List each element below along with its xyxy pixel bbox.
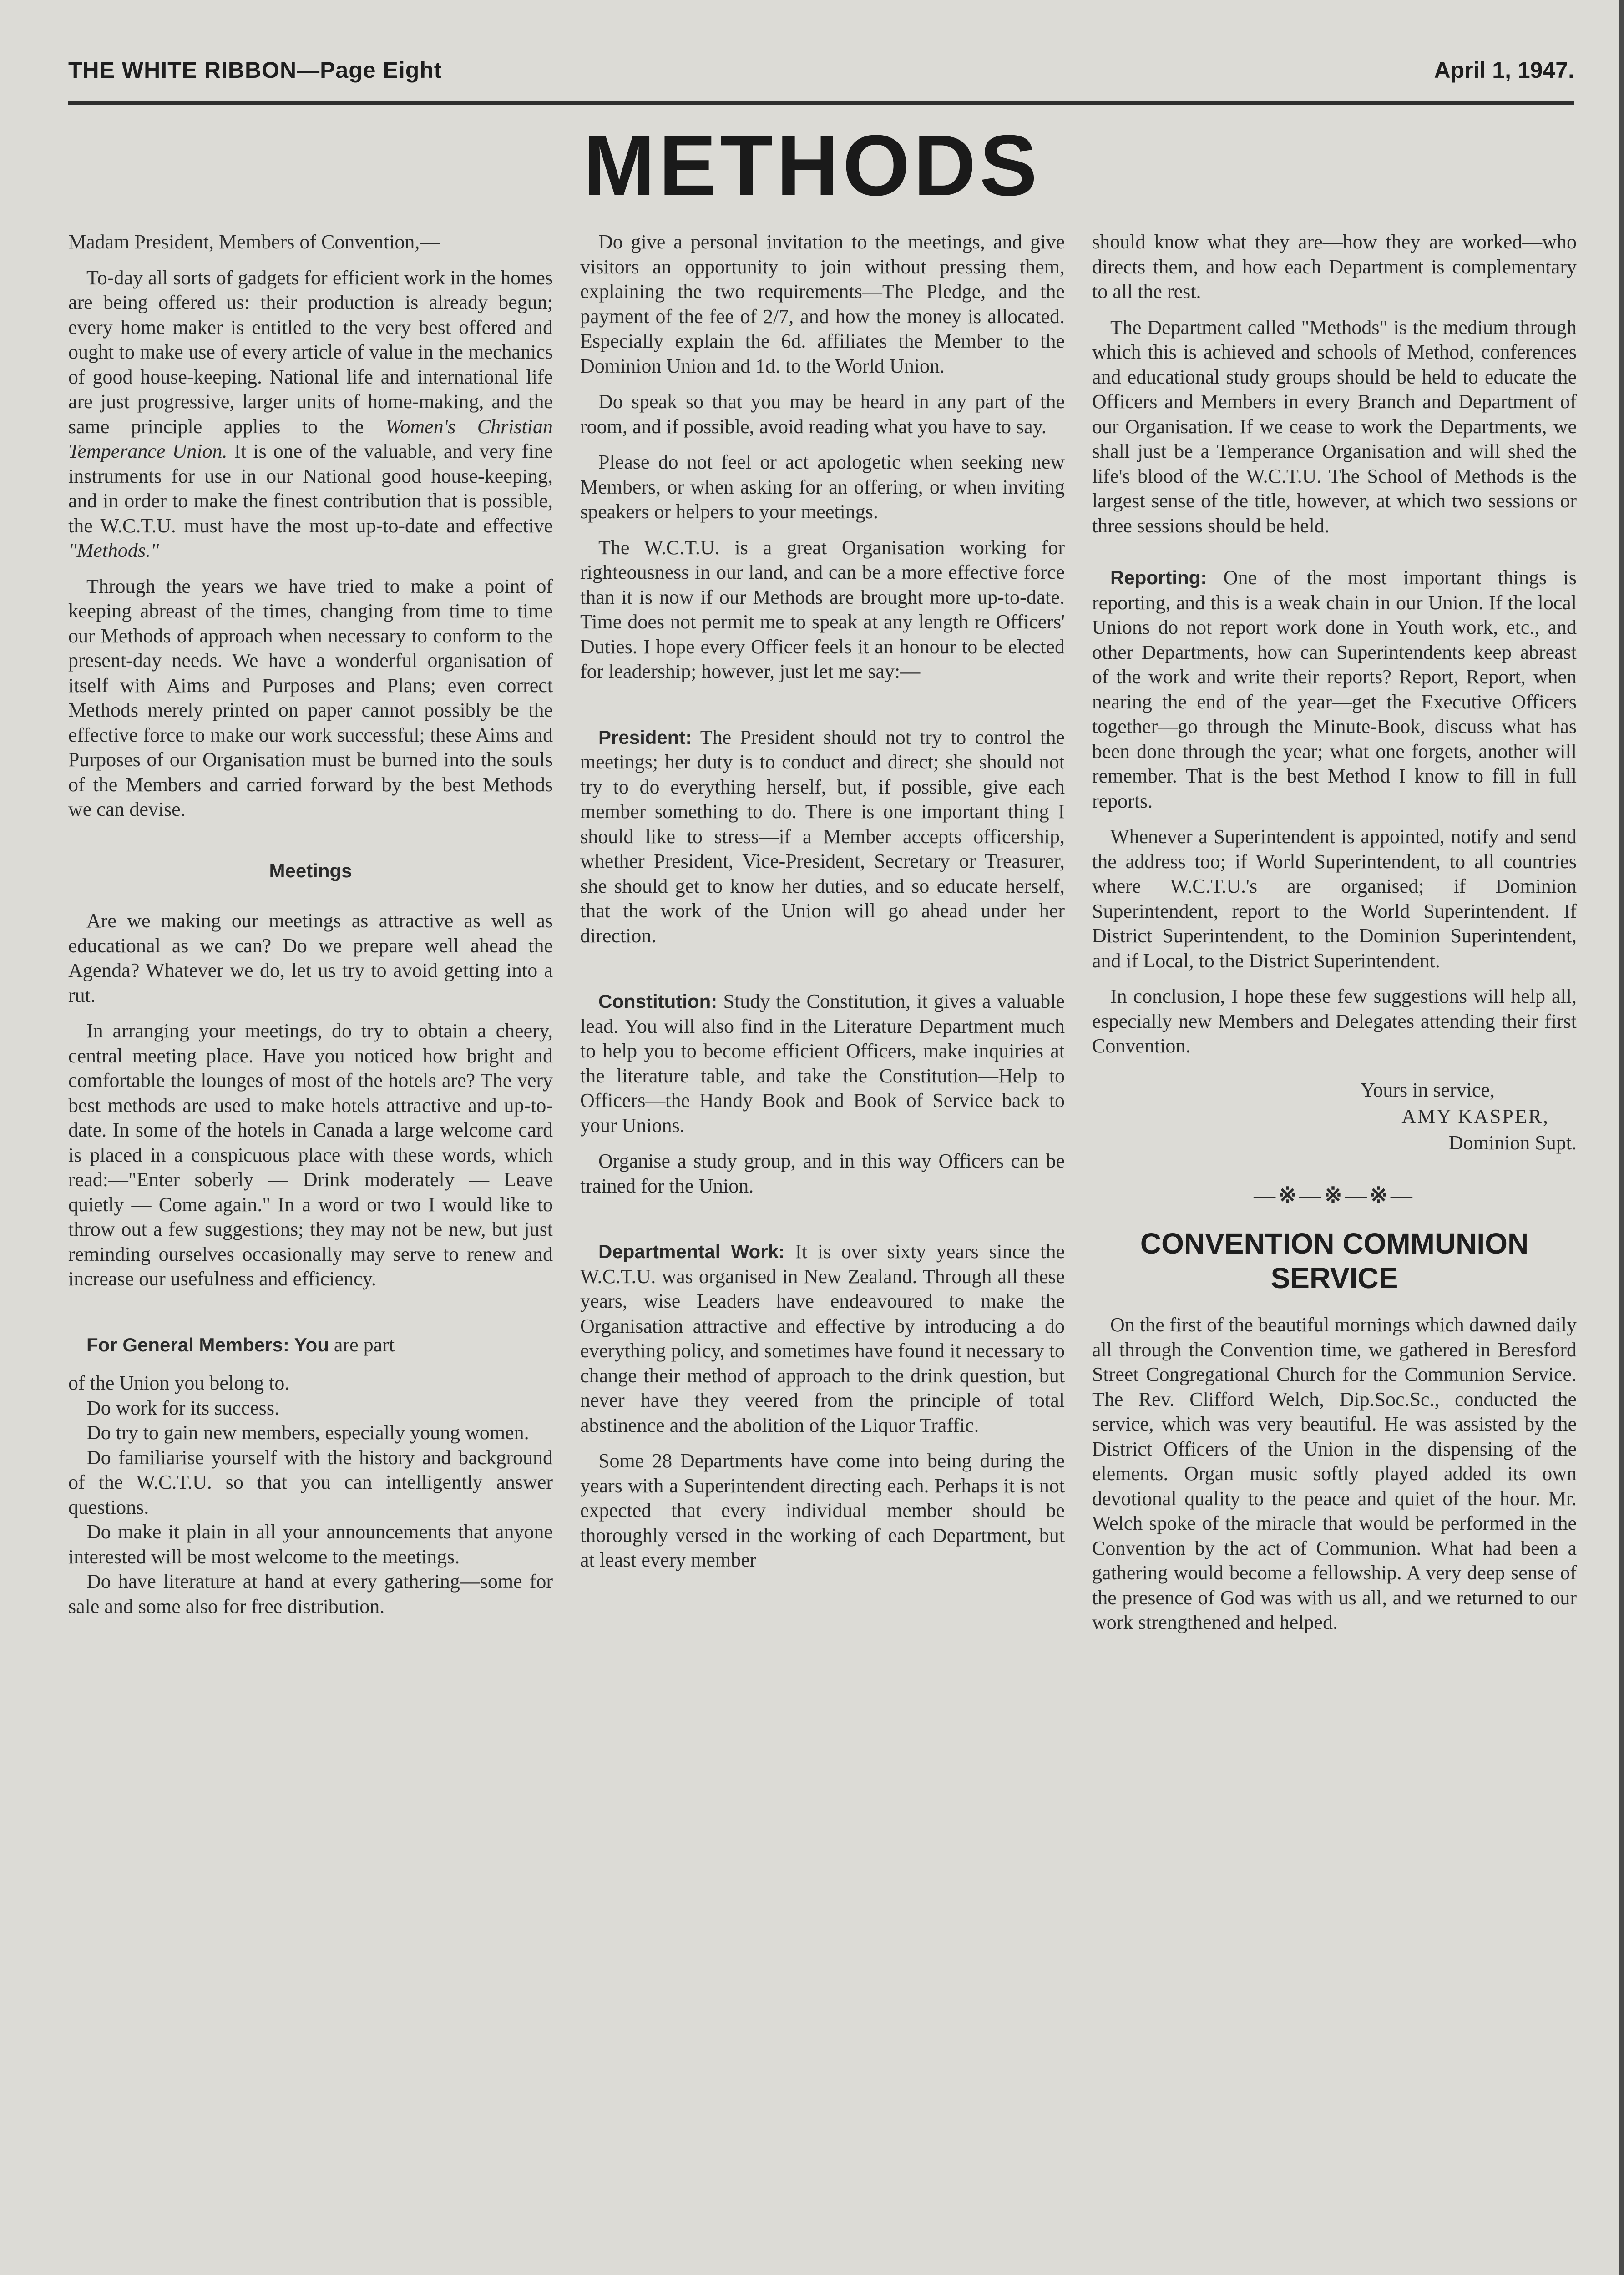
article-paragraph: Do speak so that you may be heard in any part of the room, and if possible, avoid reading what you have to say. [580, 390, 1065, 438]
article-paragraph: should know what they are—how they are worked—who directs them, and how each Department is complementary to all the rest. [1092, 231, 1577, 303]
article-paragraph: Are we making our meetings as attractive as well as educational as we can? Do we prepare well ahead the Agenda? Whatever we do, let us try to avoid getting into a rut. [68, 910, 553, 1006]
communion-paragraph: On the first of the beautiful mornings which dawned daily all through the Convention time, we gathered in Beresford Street Congregational Church for the Communion Service. The Rev. Clifford Welch, Dip.Soc.Sc., conducted the service, which was very beautiful. He was assisted by the District Officers of the Union in the dispensing of the elements. Organ music softly played added its own devotional quality to the peace and quiet of the hour. Mr. Welch spoke of the miracle that would be performed in the Convention by the act of Communion. What had been a gathering would become a fellowship. A very deep sense of the presence of God was with us all, and we returned to our work strengthened and helped. [1092, 1314, 1577, 1633]
list-item: Do make it plain in all your announcements that anyone interested will be most welcome to the meetings. [68, 1521, 553, 1568]
issue-date: April 1, 1947. [1434, 57, 1574, 83]
header-rule [68, 101, 1574, 105]
article-paragraph: Do give a personal invitation to the meetings, and give visitors an opportunity to join without pressing them, explaining the two requirements—The Pledge, and the payment of the fee of 2/7, and how the money is allocated. Especially explain the 6d. affiliates the Member to the Dominion Union and 1d. to the World Union. [580, 231, 1065, 377]
constitution-paragraph: Constitution: Study the Constitution, it gives a valuable lead. You will also find in the Literature Department much to help you to become efficient Officers, make inquiries at the literature table, and take the Constitution—Help to Officers—the Handy Book and Book of Service back to your Unions. [580, 990, 1065, 1137]
list-item: Do try to gain new members, especially young women. [86, 1421, 529, 1444]
publication-title: THE WHITE RIBBON—Page Eight [68, 57, 442, 83]
article-paragraph: Whenever a Superintendent is appointed, notify and send the address too; if World Superintendent, to all countries where W.C.T.U.'s are organised; if Dominion Superintendent, report to the World Superintendent. If District Superintendent, to the Dominion Superintendent, and if Local, to the District Superintendent. [1092, 825, 1577, 972]
general-members-lead: For General Members: You [86, 1334, 329, 1355]
column-1 [68, 230, 553, 2275]
column-2 [580, 230, 1065, 2275]
signature-block [1092, 1077, 1577, 1156]
reporting-paragraph: Reporting: One of the most important things is reporting, and this is a weak chain in our Union. If the local Unions do not report work done in Youth work, etc., and other Departments, how can Superintendents keep abreast of the work and write their reports? Report, Report, when nearing the end of the year—get the Executive Officers together—go through the Minute-Book, discuss what has been done through the year; what one forgets, another will remember. That is the best Method I know to fill in full reports. [1092, 566, 1577, 812]
constitution-lead: Constitution: [598, 991, 718, 1012]
closing: Yours in service, [1361, 1078, 1495, 1101]
article-paragraph: In arranging your meetings, do try to obtain a cheery, central meeting place. Have you noticed how bright and comfortable the lounges of most of the hotels are? The very best methods are used to make hotels attractive and up-to-date. In some of the hotels in Canada a large welcome card is placed in a conspicuous place with these words, which read:—"Enter soberly — Drink moderately — Leave quietly — Come again." In a word or two I would like to throw out a few suggestions; they may not be new, but just reminding ourselves occasionally may serve to renew and increase our usefulness and efficiency. [68, 1020, 553, 1290]
article-paragraph: Please do not feel or act apologetic when seeking new Members, or when asking for an offering, or when inviting speakers or helpers to your meetings. [580, 451, 1065, 523]
departmental-paragraph: Departmental Work: It is over sixty years since the W.C.T.U. was organised in New Zealand. Through all these years, wise Leaders have endeavoured to make the Organisation attractive and effective by introducing a do everything policy, and sometimes have found it necessary to change their method of approach to the drink question, but never have they veered from the principle of total abstinence and the abolition of the Liquor Traffic. [580, 1240, 1065, 1436]
list-item: Do work for its success. [86, 1396, 280, 1419]
section-divider: —※—※—※— [1254, 1183, 1415, 1208]
departmental-lead: Departmental Work: [598, 1241, 785, 1262]
article-paragraph: The Department called "Methods" is the medium through which this is achieved and schools of Method, conferences and educational study groups should be held to educate the Officers and Members in every Branch and Department of our Organisation. If we cease to work the Departments, we shall just be a Temperance Organisation and will shed the life's blood of the W.C.T.U. The School of Methods is the largest sense of the title, however, at which two sessions or three sessions should be held. [1092, 316, 1577, 537]
article-paragraph: Organise a study group, and in this way Officers can be trained for the Union. [580, 1150, 1065, 1197]
article-paragraph: Through the years we have tried to make a point of keeping abreast of the times, changing from time to time our Methods of approach when necessary to conform to the present-day needs. We have a wonderful organisation of itself with Aims and Purposes and Plans; even correct Methods merely printed on paper cannot possibly be the effective force to make our work successful; these Aims and Purposes of our Organisation must be burned into the souls of the Members and carried forward by the best Methods we can devise. [68, 575, 553, 820]
signature-name: AMY KASPER, [1401, 1105, 1549, 1127]
article-paragraph: The W.C.T.U. is a great Organisation working for righteousness in our land, and can be a more effective force than it is now if our Methods are brought more up-to-date. Time does not permit me to speak at any length re Officers' Duties. I hope every Officer feels it an honour to be elected for leadership; however, just let me say:— [580, 536, 1065, 682]
column-3 [1092, 230, 1577, 2275]
general-members-paragraph: For General Members: You are part [86, 1333, 395, 1356]
italic-org-name: Women's Christian Temperance Union. [68, 415, 553, 462]
article-paragraph: To-day all sorts of gadgets for efficient work in the homes are being offered us: their production is already begun; every home maker is entitled to the very best offered and ought to make use of every article of value in the mechanics of good house-keeping. National life and international life are just progressive, larger units of home-making, and the same principle applies to the Women's Christian Temperance Union. It is one of the valuable, and very fine instruments for use in our National good house-keeping, and in order to make the finest contribution that is possible, the W.C.T.U. must have the most up-to-date and effective "Methods." [68, 266, 553, 561]
list-item: Do have literature at hand at every gathering—some for sale and some also for free distribution. [68, 1570, 553, 1618]
salutation: Madam President, Members of Convention,— [68, 231, 440, 253]
general-members-continuation: of the Union you belong to. [68, 1372, 290, 1394]
reporting-lead: Reporting: [1110, 567, 1207, 588]
signature-title: Dominion Supt. [1448, 1131, 1577, 1154]
communion-heading: CONVENTION COMMUNION SERVICE [1140, 1227, 1529, 1294]
page-header [68, 52, 1574, 89]
page-title: METHODS [583, 117, 1041, 214]
president-paragraph: President: The President should not try to control the meetings; her duty is to conduct and direct; she should not try to do everything herself, but, if possible, give each member something to do. There is one important thing I should like to stress—if a Member accepts officership, whether President, Vice-President, Secretary or Treasurer, she should get to know her duties, and so educate herself, that the work of the Union will go ahead under her direction. [580, 726, 1065, 947]
page-edge [1619, 0, 1624, 2275]
italic-methods: "Methods." [68, 539, 159, 561]
article-paragraph: Some 28 Departments have come into being during the years with a Superintendent directing each. Perhaps it is not expected that every individual member should be thoroughly versed in the working of each Department, but at least every member [580, 1450, 1065, 1571]
section-heading-meetings: Meetings [269, 859, 352, 881]
list-item: Do familiarise yourself with the history and background of the W.C.T.U. so that you can intelligently answer questions. [68, 1446, 553, 1518]
article-paragraph: In conclusion, I hope these few suggestions will help all, especially new Members and Delegates attending their first Convention. [1092, 985, 1577, 1057]
president-lead: President: [598, 726, 692, 748]
